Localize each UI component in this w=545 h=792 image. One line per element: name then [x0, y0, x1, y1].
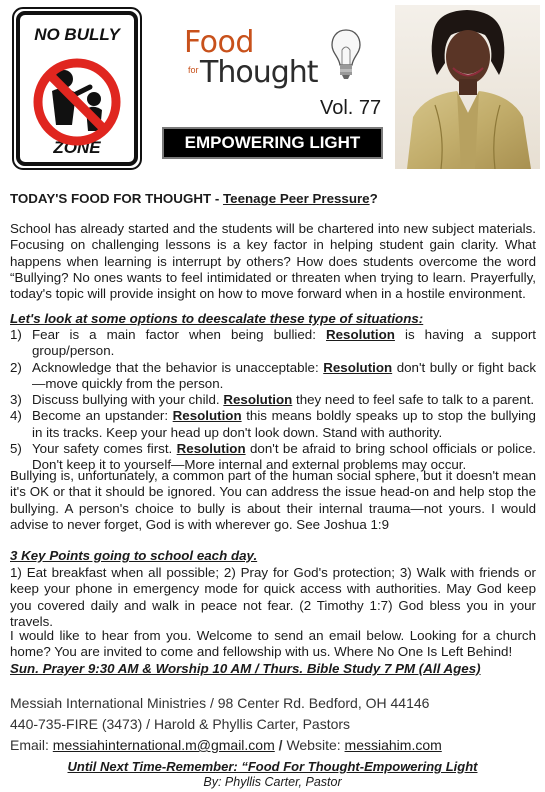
option-prefix: Your safety comes first.: [32, 441, 177, 457]
email-link[interactable]: messiahinternational.m@gmail.com: [52, 737, 275, 753]
keypoints-heading: 3 Key Points going to school each day.: [10, 548, 258, 563]
option-text: [32, 408, 536, 441]
church-contact-line: [10, 735, 536, 756]
closing-line: [0, 759, 545, 774]
closing-text: Until Next Time-Remember: “Food For Thought-Empowering Light: [67, 759, 478, 774]
title-lead: TODAY'S FOOD FOR THOUGHT -: [10, 191, 223, 206]
option-prefix: Become an upstander:: [32, 408, 173, 424]
logo-for: for: [188, 65, 199, 75]
logo-thought: Thought: [200, 55, 318, 90]
sign-bottom-text: ZONE: [53, 138, 101, 157]
option-resolution: Resolution: [172, 408, 242, 424]
article-title: [10, 191, 536, 207]
church-info: [10, 693, 536, 756]
title-end: ?: [369, 191, 378, 206]
options-heading: Let's look at some options to deescalate these type of situations:: [10, 311, 424, 326]
option-text: [32, 360, 536, 393]
contact-separator: /: [274, 737, 287, 753]
byline: By: Phyllis Carter, Pastor: [203, 775, 342, 789]
church-address: Messiah International Ministries / 98 Center Rd. Bedford, OH 44146: [10, 695, 430, 711]
title-topic: Teenage Peer Pressure: [222, 191, 370, 206]
option-number: 3): [10, 392, 22, 408]
option-item: [10, 408, 536, 441]
option-resolution: Resolution: [223, 392, 293, 408]
bullying-paragraph: Bullying is, unfortunately, a common part of the human social sphere, but it doesn't mean it's OK or that it should be ignored. You can address the issue head-on and help stop the bullying. A person's choice to bully is about their internal trauma—not yours. I would advise to never forget, God is with wherever go. See Joshua 1:9: [10, 468, 536, 532]
option-item: [10, 360, 536, 393]
option-item: [10, 392, 536, 408]
option-text: [32, 392, 536, 408]
no-bully-zone-sign: [12, 7, 142, 170]
option-suffix: don't bully or fight back—move quickly from the person.: [32, 359, 536, 391]
keypoints-paragraph: 1) Eat breakfast when all possible; 2) Pray for God's protection; 3) Walk with friends or keep your phone in emergency mode for quick access with authorities. May God keep you covered daily and walk in peace not fear. (2 Timothy 1:7) God bless you in your travels.: [10, 565, 536, 629]
option-suffix: is having a support group/person.: [32, 327, 536, 359]
option-text: [32, 327, 536, 360]
service-times: Sun. Prayer 9:30 AM & Worship 10 AM / Thurs. Bible Study 7 PM (All Ages): [10, 661, 481, 676]
option-suffix: don't be afraid to bring school officials or police. Don't keep it to yourself—More internal and external problems may occur.: [32, 441, 536, 473]
option-suffix: this means boldly speaks up to stop the bullying in its tracks. Keep your head up don't look down. Stand with authority.: [32, 408, 536, 440]
option-prefix: Acknowledge that the behavior is unacceptable:: [32, 359, 324, 375]
church-phone-pastors: 440-735-FIRE (3473) / Harold & Phyllis Carter, Pastors: [10, 716, 351, 732]
option-number: 5): [10, 441, 22, 457]
volume-number: Vol. 77: [320, 97, 382, 119]
option-resolution: Resolution: [176, 441, 246, 457]
option-resolution: Resolution: [323, 359, 393, 375]
option-number: 4): [10, 408, 22, 424]
empowering-light-banner: EMPOWERING LIGHT: [162, 127, 383, 159]
option-prefix: Fear is a main factor when being bullied:: [32, 327, 326, 342]
logo-food: Food: [184, 25, 254, 60]
website-label: Website:: [286, 737, 345, 753]
option-item: [10, 327, 536, 360]
intro-paragraph: School has already started and the students will be chartered into new subject materials. Focusing on challenging lessons is a key factor in helping student gain clarity. What happens when learning is interrupt by others? How does students overcome the word “Bullying? No ones wants to feel intimidated or threaten when trying to learn. Prayerfully, today's topic will provide insight on how to move forward when in a hostile environment.: [10, 221, 536, 302]
sign-top-text: NO BULLY: [34, 25, 120, 44]
option-resolution: Resolution: [325, 327, 395, 342]
pastor-photo: [395, 5, 540, 169]
email-label: Email:: [10, 737, 53, 753]
option-prefix: Discuss bullying with your child.: [32, 392, 224, 408]
light-bulb-icon: [330, 28, 362, 83]
options-list: [10, 327, 536, 474]
option-number: 1): [10, 327, 22, 342]
option-number: 2): [10, 359, 22, 375]
option-suffix: they need to feel safe to talk to a parent.: [292, 392, 535, 408]
website-link[interactable]: messiahim.com: [344, 737, 442, 753]
contact-paragraph: I would like to hear from you. Welcome to send an email below. Looking for a church home? You are invited to come and fellowship with us. Where No One Is Left Behind!: [10, 628, 536, 660]
